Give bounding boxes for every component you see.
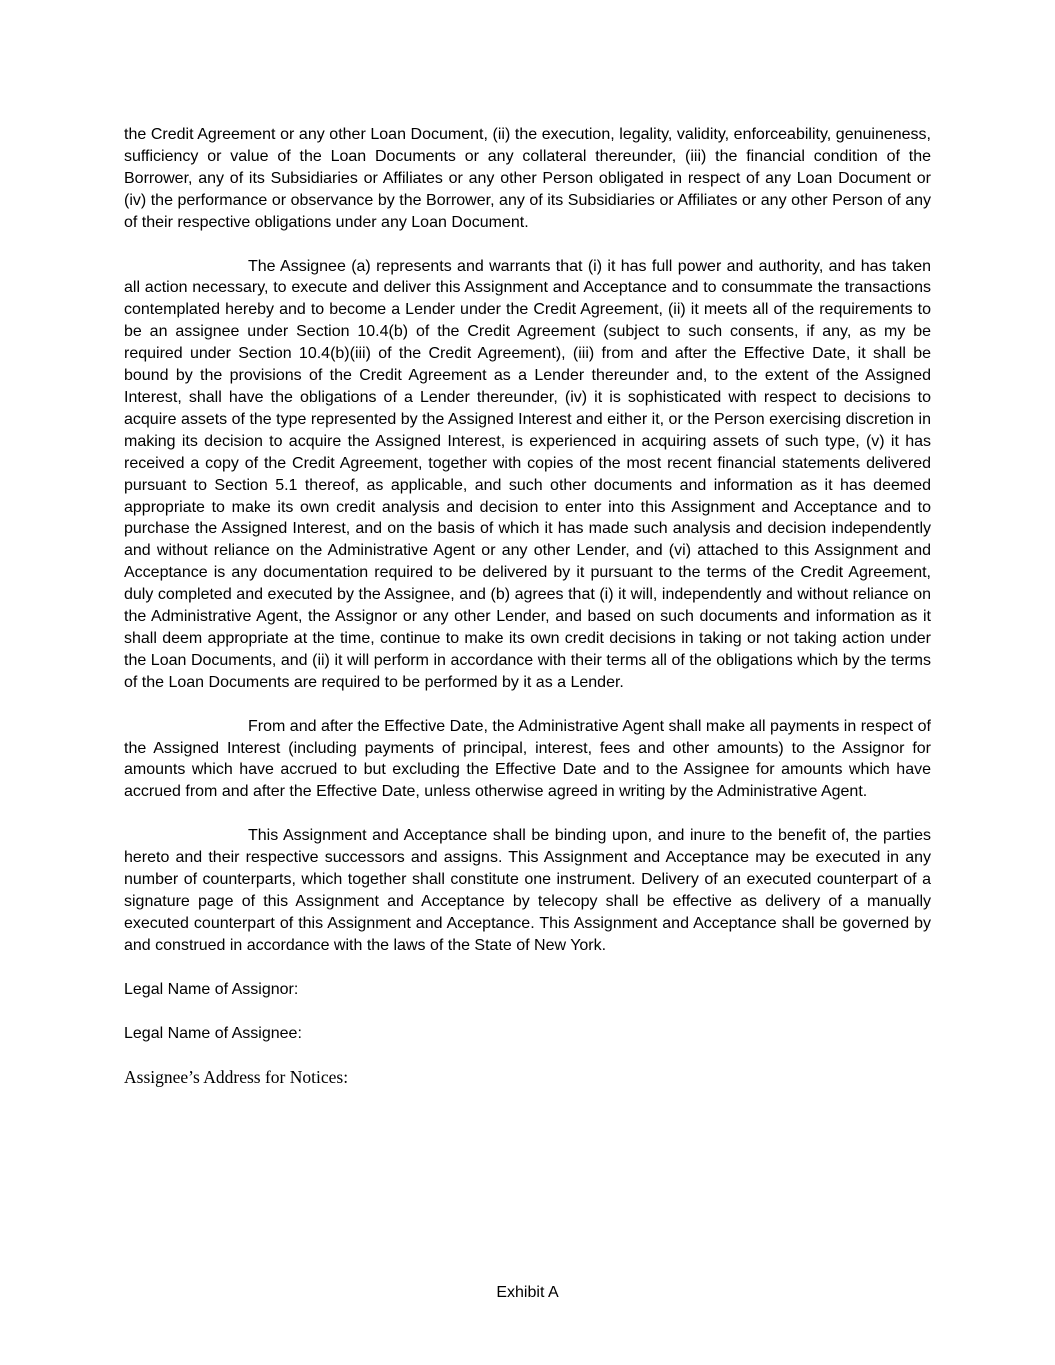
paragraph-disclaimer-continuation: the Credit Agreement or any other Loan Document, (ii) the execution, legality, validity, enforceability, genuineness, sufficiency or value of the Loan Documents or any collateral thereunder, (iii) the financial condition of the Borrower, any of its Subsidiaries or Affiliates or any other Person obligated in respect of any Loan Document or (iv) the performance or observance by the Borrower, any of its Subsidiaries or Affiliates or any other Person of any of their respective obligations under any Loan Document. (124, 126, 931, 231)
assignee-legal-name-label: Legal Name of Assignee: (124, 1024, 302, 1042)
assignee-address-label: Assignee’s Address for Notices: (124, 1066, 349, 1087)
paragraph-payments: From and after the Effective Date, the Administrative Agent shall make all payments in respect of the Assigned Interest (including payments of principal, interest, fees and other amounts) to the Assignor for amounts which have accrued to but excluding the Effective Date and to the Assignee for amounts which have accrued from and after the Effective Date, unless otherwise agreed in writing by the Administrative Agent. (124, 717, 931, 801)
page-footer: Exhibit A (496, 1284, 559, 1301)
paragraph-assignee-representations: The Assignee (a) represents and warrants that (i) it has full power and authority, and has taken all action necessary, to execute and deliver this Assignment and Acceptance and to consummate the transactions contemplated hereby and to become a Lender under the Credit Agreement, (ii) it meets all of the requirements to be an assignee under Section 10.4(b) of the Credit Agreement (subject to such consents, if any, as my be required under Section 10.4(b)(iii) of the Credit Agreement), (iii) from and after the Effective Date, it shall be bound by the provisions of the Credit Agreement as a Lender thereunder and, to the extent of the Assigned Interest, shall have the obligations of a Lender thereunder, (iv) it is sophisticated with respect to decisions to acquire assets of the type represented by the Assigned Interest and either it, or the Person exercising discretion in making its decision to acquire the Assigned Interest, is experienced in acquiring assets of such type, (v) it has received a copy of the Credit Agreement, together with copies of the most recent financial statements delivered pursuant to Section 5.1 thereof, as applicable, and such other documents and information as it has deemed appropriate to make its own credit analysis and decision to enter into this Assignment and Acceptance and to purchase the Assigned Interest, and on the basis of which it has made such analysis and decision independently and without reliance on the Administrative Agent or any other Lender, and (vi) attached to this Assignment and Acceptance is any documentation required to be delivered by it pursuant to the terms of the Credit Agreement, duly completed and executed by the Assignee, and (b) agrees that (i) it will, independently and without reliance on the Administrative Agent, the Assignor or any other Lender, and based on such documents and information as it shall deem appropriate at the time, continue to make its own credit decisions in taking or not taking action under the Loan Documents, and (ii) it will perform in accordance with their terms all of the obligations which by the terms of the Loan Documents are required to be performed by it as a Lender. (124, 257, 931, 691)
paragraph-binding-effect: This Assignment and Acceptance shall be binding upon, and inure to the benefit of, the parties hereto and their respective successors and assigns. This Assignment and Acceptance may be executed in any number of counterparts, which together shall constitute one instrument. Delivery of an executed counterpart of a signature page of this Assignment and Acceptance by telecopy shall be effective as delivery of a manually executed counterpart of this Assignment and Acceptance. This Assignment and Acceptance shall be governed by and construed in accordance with the laws of the State of New York. (124, 827, 931, 954)
document-page (124, 124, 931, 1110)
assignor-legal-name-label: Legal Name of Assignor: (124, 980, 299, 998)
